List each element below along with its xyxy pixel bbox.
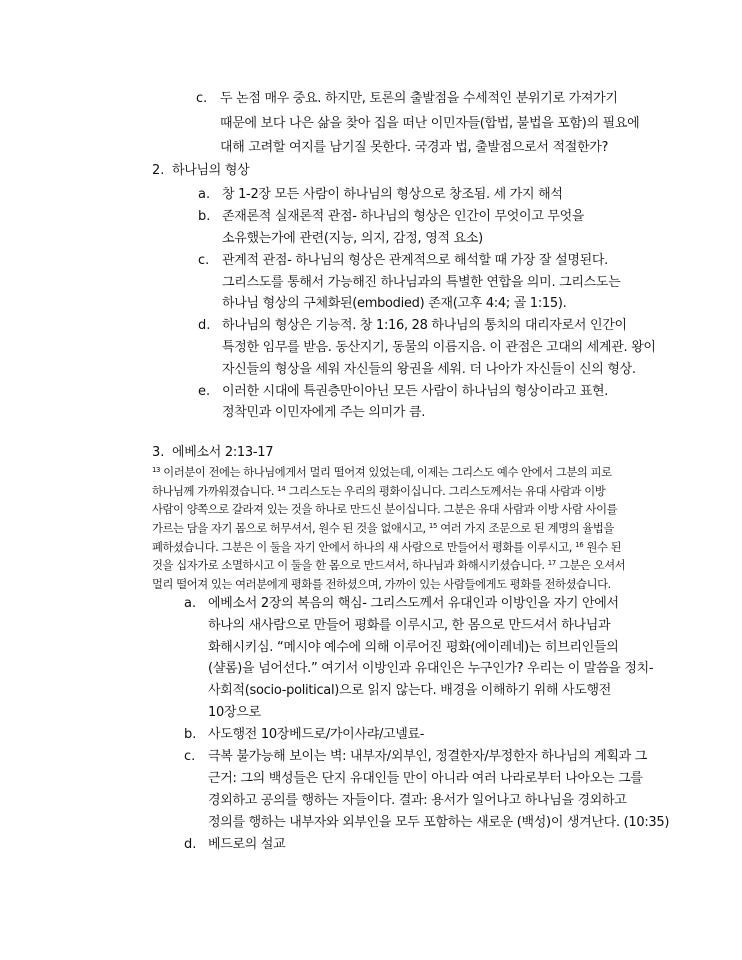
section-number: 2. (152, 163, 165, 178)
text-line: 대해 고려할 여지를 남기질 못한다. 국경과 법, 출발점으로서 적절한가? (220, 140, 609, 155)
passage-line: $^{13}$ 이러분이 전에는 하나님에게서 멀리 떨어져 있었는데, 이제는 그리스도 예수 안에서 그분의 피로 (152, 466, 612, 479)
text-line: 극복 불가능해 보이는 벽: 내부자/외부인, 정결한자/부정한자 하나님의 계획과 그 (208, 749, 647, 764)
text-line: 이러한 시대에 특권층만이아닌 모든 사람이 하나님의 형상이라고 표현. (222, 384, 609, 399)
text-line: 사도행전 10장베드로/가이사랴/고넬료- (208, 727, 425, 742)
passage-line: 것을 십자가로 소멸하시고 이 둘을 한 몸으로 만드셔서, 하나님과 화해시키셨습니다. $^{17}$ 그분은 오셔서 (152, 559, 626, 572)
text-line: (샬롬)을 넘어선다.” 여기서 이방인과 유대인은 누구인가? 우리는 이 말씀을 정치- (208, 661, 654, 676)
item-marker: b. (184, 727, 197, 742)
passage-line: 사람이 양쪽으로 갈라져 있는 것을 하나로 만드신 분이십니다. 그분은 유대 사람과 이방 사람 사이를 (152, 503, 618, 516)
passage-line: 하나님께 가까워졌습니다. $^{14}$ 그리스도는 우리의 평화이십니다. 그리스도께서는 유대 사람과 이방 (152, 485, 606, 498)
verse-number: 15 (428, 522, 438, 530)
text-line: 정의를 행하는 내부자와 외부인을 모두 포함하는 새로운 (백성)이 생겨난다. (10:35) (208, 815, 670, 830)
item-marker: d. (198, 318, 211, 333)
item-marker: b. (198, 209, 211, 224)
verse-number: 13 (152, 466, 161, 474)
text-line: 창 1-2장 모든 사람이 하나님의 형상으로 창조됨. 세 가지 해석 (222, 187, 563, 202)
section-title: 하나님의 형상 (172, 163, 250, 178)
text-line: 에베소서 2장의 복음의 핵심- 그리스도께서 유대인과 이방인을 자기 안에서 (208, 596, 619, 611)
item-marker: c. (196, 91, 208, 106)
text-line: 근거: 그의 백성들은 단지 유대인들 만이 아니라 여러 나라로부터 나아오는 그를 (208, 771, 643, 786)
passage-line: 가르는 담을 자기 몸으로 허무셔서, 원수 된 것을 없애시고, $^{15}$ 여러 가지 조문으로 된 계명의 율법을 (152, 522, 614, 535)
verse-number: 17 (547, 559, 556, 567)
text-line: 때문에 보다 나은 삶을 찾아 집을 떠난 이민자들(합법, 불법을 포함)의 필요에 (220, 116, 640, 131)
text-line: 사회적(socio-political)으로 읽지 않는다. 배경을 이해하기 위해 사도행전 (208, 683, 612, 698)
text-line: 자신들의 형상을 세워 자신들의 왕권을 세워. 더 나아가 자신들이 신의 형상. (222, 362, 636, 377)
text-line: 특정한 임무를 받음. 동산지기, 동물의 이름지음. 이 관점은 고대의 세계관. 왕이 (222, 340, 656, 355)
item-marker: c. (184, 749, 196, 764)
verse-number: 16 (575, 541, 584, 549)
text-line: 하나님 형상의 구체화된(embodied) 존재(고후 4:4; 골 1:15). (222, 296, 567, 311)
text-line: 관계적 관점- 하나님의 형상은 관계적으로 해석할 때 가장 잘 설명된다. (222, 253, 608, 268)
section-title: 에베소서 2:13-17 (172, 445, 274, 460)
text-line: 두 논점 매우 중요. 하지만, 토론의 출발점을 수세적인 분위기로 가져가기 (220, 91, 618, 106)
item-marker: c. (198, 253, 210, 268)
passage-line: 폐하셨습니다. 그분은 이 둘을 자기 안에서 하나의 새 사람으로 만들어서 평화를 이루시고, $^{16}$ 원수 된 (152, 541, 622, 554)
text-line: 존재론적 실재론적 관점- 하나님의 형상은 인간이 무엇이고 무엇을 (222, 209, 585, 224)
text-line: 하나의 새사람으로 만들어 평화를 이루시고, 한 몸으로 만드셔서 하나님과 (208, 618, 611, 633)
item-marker: e. (198, 384, 211, 399)
verse-number: 14 (277, 485, 286, 493)
passage-line: 멀리 떨어져 있는 여러분에게 평화를 전하셨으며, 가까이 있는 사람들에게도 평화를 전하셨습니다. (152, 578, 611, 591)
text-line: 소유했는가에 관련(지능, 의지, 감정, 영적 요소) (222, 231, 483, 246)
text-line: 10장으로 (208, 705, 261, 720)
text-line: 경외하고 공의를 행하는 자들이다. 결과: 용서가 일어나고 하나님을 경외하고 (208, 793, 627, 808)
text-line: 하나님의 형상은 기능적. 창 1:16, 28 하나님의 통치의 대리자로서 인간이 (222, 318, 627, 333)
text-line: 화해시키심. “메시야 예수에 의해 이루어진 평화(에이레네)는 히브리인들의 (208, 640, 619, 655)
text-line: 베드로의 설교 (208, 837, 286, 852)
item-marker: a. (184, 596, 197, 611)
text-line: 정착민과 이민자에게 주는 의미가 큼. (222, 405, 426, 420)
item-marker: a. (198, 187, 211, 202)
section-number: 3. (152, 445, 165, 460)
item-marker: d. (184, 837, 197, 852)
text-line: 그리스도를 통해서 가능해진 하나님과의 특별한 연합을 의미. 그리스도는 (222, 275, 621, 290)
